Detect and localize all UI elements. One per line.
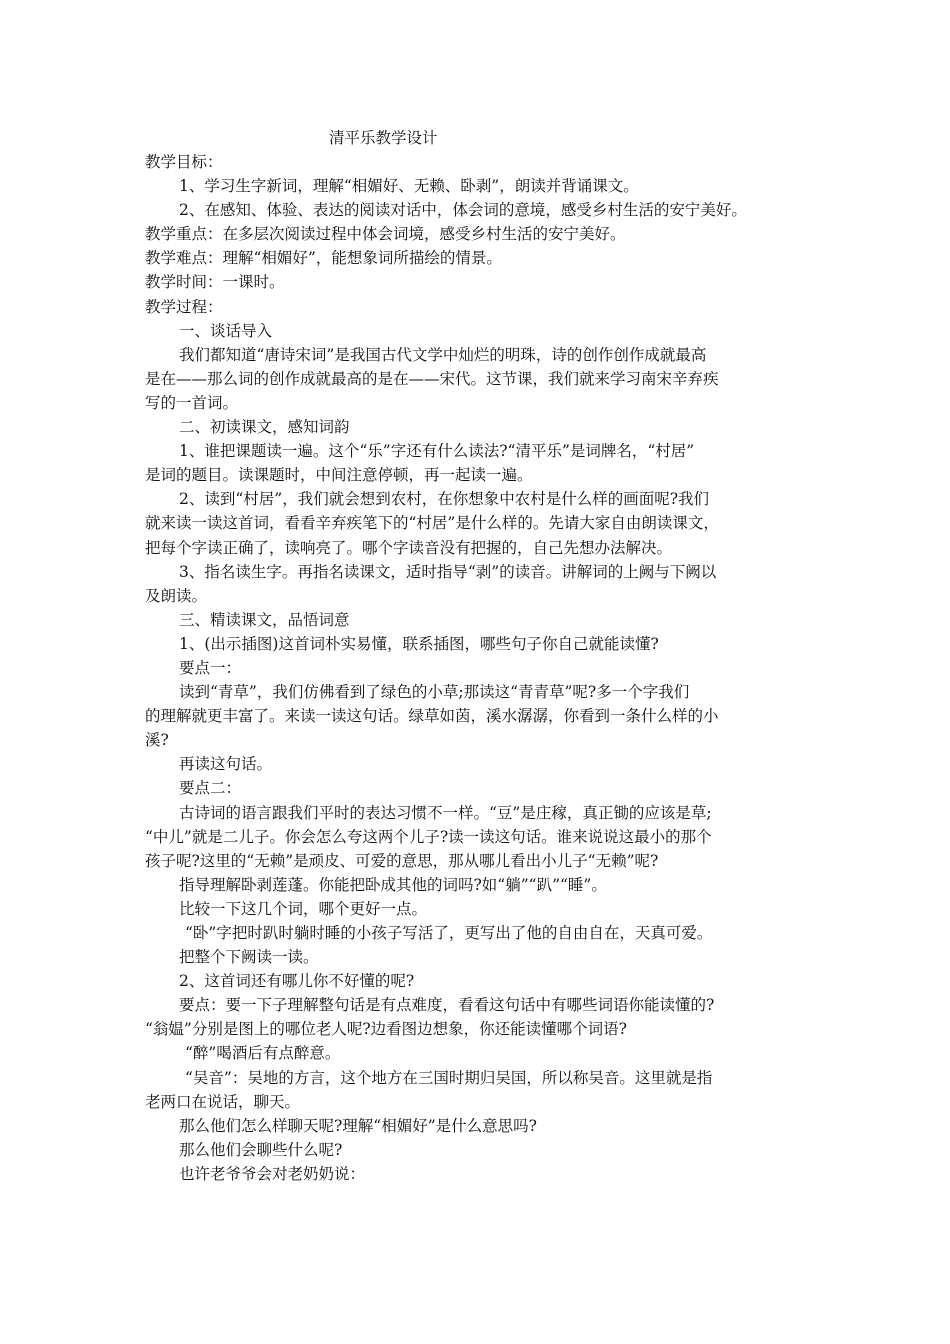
text-line: 教学难点：理解“相媚好”，能想象词所描绘的情景。 (145, 249, 502, 268)
text-line: “卧”字把时趴时躺时睡的小孩子写活了，更写出了他的自由自在，天真可爱。 (185, 924, 713, 942)
text-line: 那么他们怎么样聊天呢?理解“相媚好”是什么意思吗? (179, 1116, 537, 1135)
text-line: 教学时间：一课时。 (145, 273, 285, 292)
text-line: “醉”喝酒后有点醉意。 (185, 1044, 341, 1063)
text-line: 教学目标： (145, 153, 223, 171)
text-line: 2、读到“村居”，我们就会想到农村，在你想象中农村是什么样的画面呢?我们 (179, 490, 710, 509)
text-line: 就来读一读这首词，看看辛弃疾笔下的“村居”是什么样的。先请大家自由朗读课文， (145, 514, 719, 533)
text-line: “吴音”：吴地的方言，这个地方在三国时期归吴国，所以称吴音。这里就是指 (185, 1068, 713, 1087)
text-line: 的理解就更丰富了。来读一读这句话。绿草如茵，溪水潺潺，你看到一条什么样的小 (145, 707, 719, 726)
text-line: 要点二： (179, 779, 242, 798)
text-line: 也许老爷爷会对老奶奶说： (179, 1164, 366, 1183)
text-line: 一、谈话导入 (179, 321, 273, 340)
text-line: 是词的题目。读课题时，中间注意停顿，再一起读一遍。 (145, 466, 533, 485)
text-line: 指导理解卧剥莲蓬。你能把卧成其他的词吗?如“躺”“趴”“睡”。 (179, 875, 607, 894)
text-line: 1、谁把课题读一遍。这个“乐”字还有什么读法?“清平乐”是词牌名，“村居” (179, 442, 695, 461)
text-line: 二、初读课文，感知词韵 (179, 418, 350, 437)
text-line: 把每个字读正确了，读响亮了。哪个字读音没有把握的，自己先想办法解决。 (145, 538, 673, 557)
text-line: 要点：要一下子理解整句话是有点难度，看看这句话中有哪些词语你能读懂的? (179, 996, 715, 1015)
text-line: 老两口在说话，聊天。 (145, 1092, 301, 1111)
text-line: 2、在感知、体验、表达的阅读对话中，体会词的意境，感受乡村生活的安宁美好。 (179, 201, 747, 220)
text-line: 古诗词的语言跟我们平时的表达习惯不一样。“豆”是庄稼，真正锄的应该是草; (179, 803, 712, 822)
text-line: 溪? (145, 731, 169, 750)
text-line: 孩子呢?这里的“无赖”是顽皮、可爱的意思，那从哪儿看出小儿子“无赖”呢? (145, 851, 659, 870)
text-line: 3、指名读生字。再指名读课文，适时指导“剥”的读音。讲解词的上阙与下阙以 (179, 562, 717, 581)
text-line: 写的一首词。 (145, 393, 239, 412)
text-line: 把整个下阙读一读。 (179, 948, 319, 967)
text-line: 比较一下这几个词，哪个更好一点。 (179, 899, 428, 918)
text-line: 2、这首词还有哪儿你不好懂的呢? (179, 972, 415, 991)
text-line: 1、(出示插图)这首词朴实易懂，联系插图，哪些句子你自己就能读懂? (179, 634, 659, 653)
text-line: 我们都知道“唐诗宋词”是我国古代文学中灿烂的明珠，诗的创作创作成就最高 (179, 345, 707, 364)
text-line: 教学过程： (145, 297, 223, 316)
text-line: 教学重点：在多层次阅读过程中体会词境，感受乡村生活的安宁美好。 (145, 225, 626, 244)
text-line: 及朗读。 (145, 586, 208, 605)
text-line: 再读这句话。 (179, 755, 273, 774)
text-line: “中儿”就是二儿子。你会怎么夸这两个儿子?读一读这句话。谁来说说这最小的那个 (145, 827, 712, 846)
text-line: 那么他们会聊些什么呢? (179, 1140, 343, 1159)
text-line: 读到“青草”，我们仿佛看到了绿色的小草;那读这“青青草”呢?多一个字我们 (179, 683, 690, 702)
document-title: 清平乐教学设计 (329, 129, 438, 147)
text-line: “翁媪”分别是图上的哪位老人呢?边看图边想象，你还能读懂哪个词语? (145, 1020, 627, 1039)
text-line: 1、学习生字新词，理解“相媚好、无赖、卧剥”，朗读并背诵课文。 (179, 177, 639, 196)
text-line: 要点一： (179, 658, 242, 677)
text-line: 是在——那么词的创作成就最高的是在——宋代。这节课，我们就来学习南宋辛弃疾 (145, 369, 719, 388)
document-body (145, 150, 825, 1186)
text-line: 三、精读课文，品悟词意 (179, 610, 350, 629)
